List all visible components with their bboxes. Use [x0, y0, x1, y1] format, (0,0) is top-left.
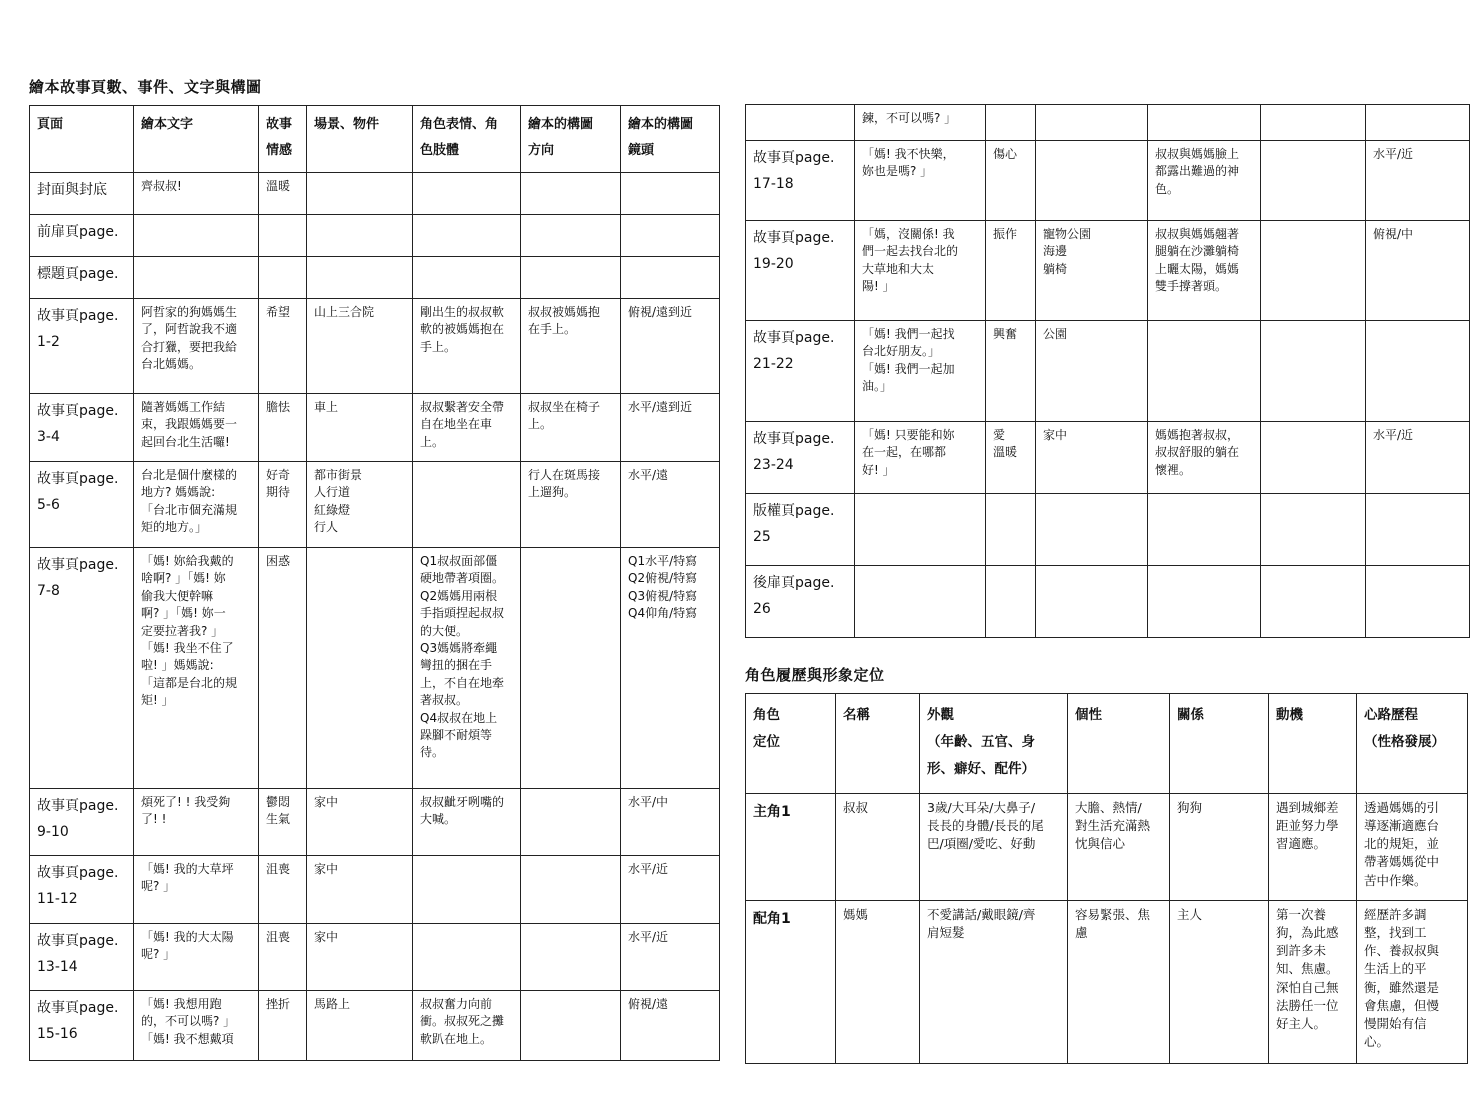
scene-cell: 車上 — [307, 394, 413, 462]
direction-cell — [521, 991, 621, 1061]
emotion-cell — [986, 494, 1036, 566]
scene-cell: 家中 — [307, 789, 413, 856]
table-row — [30, 462, 720, 548]
expression-cell: 剛出生的叔叔軟 軟的被媽媽抱在 手上。 — [413, 299, 521, 394]
direction-cell — [521, 173, 621, 215]
direction-cell: 行人在斑馬接 上遛狗。 — [521, 462, 621, 548]
header-cell: 繪本的構圖 方向 — [521, 106, 621, 173]
table-row — [746, 566, 1470, 638]
page-cell: 故事頁page. 23-24 — [746, 422, 855, 494]
scene-cell: 公園 — [1036, 321, 1148, 422]
scene-cell — [1036, 105, 1148, 141]
expression-cell: 叔叔與媽媽翹著 腿躺在沙灘躺椅 上曬太陽，媽媽 雙手撐著頭。 — [1148, 221, 1261, 321]
expression-cell — [413, 173, 521, 215]
page-cell: 版權頁page. 25 — [746, 494, 855, 566]
direction-cell — [1261, 566, 1366, 638]
page-cell: 故事頁page. 1-2 — [30, 299, 134, 394]
scene-cell — [307, 215, 413, 257]
page-cell: 故事頁page. 11-12 — [30, 856, 134, 924]
text-cell: 「媽! 我們一起找 台北好朋友。」 「媽! 我們一起加 油。」 — [855, 321, 986, 422]
camera-cell: 水平/中 — [621, 789, 720, 856]
header-cell: 故事 情感 — [259, 106, 307, 173]
expression-cell: 叔叔與媽媽臉上 都露出難過的神 色。 — [1148, 141, 1261, 221]
header-cell: 角色表情、角 色肢體 — [413, 106, 521, 173]
header-cell: 頁面 — [30, 106, 134, 173]
text-cell — [134, 257, 259, 299]
camera-cell: 俯視/遠 — [621, 991, 720, 1061]
expression-cell: 叔叔繫著安全帶 自在地坐在車 上。 — [413, 394, 521, 462]
scene-cell — [1036, 566, 1148, 638]
page-cell: 故事頁page. 9-10 — [30, 789, 134, 856]
direction-cell — [1261, 105, 1366, 141]
role-cell: 主角1 — [746, 794, 836, 901]
table-row — [746, 105, 1470, 141]
expression-cell — [413, 924, 521, 991]
emotion-cell: 沮喪 — [259, 856, 307, 924]
expression-cell — [413, 856, 521, 924]
appearance-cell: 3歲/大耳朵/大鼻子/ 長長的身體/長長的尾 巴/項圈/愛吃、好動 — [920, 794, 1068, 901]
expression-cell — [413, 462, 521, 548]
camera-cell: 水平/近 — [1366, 422, 1470, 494]
expression-cell — [1148, 321, 1261, 422]
direction-cell — [1261, 141, 1366, 221]
text-cell: 齊叔叔! — [134, 173, 259, 215]
appearance-cell: 不愛講話/戴眼鏡/齊 肩短髮 — [920, 901, 1068, 1064]
scene-cell: 馬路上 — [307, 991, 413, 1061]
direction-cell — [1261, 321, 1366, 422]
table-row — [746, 494, 1470, 566]
storyboard-table-continued — [745, 104, 1470, 638]
camera-cell — [621, 257, 720, 299]
name-cell: 叔叔 — [836, 794, 920, 901]
header-cell: 繪本的構圖 鏡頭 — [621, 106, 720, 173]
emotion-cell: 挫折 — [259, 991, 307, 1061]
direction-cell — [521, 215, 621, 257]
text-cell: 煩死了! ! 我受夠 了! ! — [134, 789, 259, 856]
text-cell: 台北是個什麼樣的 地方? 媽媽說: 「台北市個充滿規 矩的地方。」 — [134, 462, 259, 548]
camera-cell: 水平/近 — [621, 924, 720, 991]
relation-cell: 狗狗 — [1170, 794, 1269, 901]
camera-cell: 水平/遠 — [621, 462, 720, 548]
emotion-cell — [259, 215, 307, 257]
emotion-cell: 振作 — [986, 221, 1036, 321]
scene-cell: 家中 — [307, 856, 413, 924]
characters-table — [745, 693, 1468, 1064]
direction-cell — [1261, 494, 1366, 566]
characters-heading: 角色履歷與形象定位 — [745, 666, 885, 684]
camera-cell — [621, 173, 720, 215]
scene-cell: 家中 — [307, 924, 413, 991]
camera-cell: 水平/近 — [1366, 141, 1470, 221]
table-row — [30, 173, 720, 215]
emotion-cell: 溫暖 — [259, 173, 307, 215]
expression-cell — [1148, 105, 1261, 141]
text-cell: 鍊，不可以嗎? 」 — [855, 105, 986, 141]
camera-cell — [1366, 321, 1470, 422]
table-row — [30, 548, 720, 789]
storyboard-heading: 繪本故事頁數、事件、文字與構圖 — [29, 78, 262, 96]
table-row — [746, 141, 1470, 221]
page-cell: 故事頁page. 3-4 — [30, 394, 134, 462]
expression-cell — [413, 257, 521, 299]
page-cell: 故事頁page. 21-22 — [746, 321, 855, 422]
scene-cell — [307, 173, 413, 215]
table-row — [30, 257, 720, 299]
motivation-cell: 遇到城鄉差 距並努力學 習適應。 — [1269, 794, 1357, 901]
scene-cell: 都市街景 人行道 紅綠燈 行人 — [307, 462, 413, 548]
table-row — [30, 991, 720, 1061]
scene-cell — [307, 548, 413, 789]
expression-cell: 叔叔齜牙咧嘴的 大喊。 — [413, 789, 521, 856]
direction-cell: 叔叔被媽媽抱 在手上。 — [521, 299, 621, 394]
scene-cell — [1036, 141, 1148, 221]
table-row — [30, 789, 720, 856]
page-cell: 標題頁page. — [30, 257, 134, 299]
table-row — [30, 924, 720, 991]
header-cell: 名稱 — [836, 694, 920, 794]
text-cell — [855, 494, 986, 566]
direction-cell — [521, 257, 621, 299]
page-cell: 前扉頁page. — [30, 215, 134, 257]
expression-cell: Q1叔叔面部僵 硬地帶著項圈。 Q2媽媽用兩根 手指頭捏起叔叔 的大便。 Q3媽媽將牽繩 彎扭的捆在手 上，不自在地牽 著叔叔。 Q4叔叔在地上 跺腳不耐煩等 待。 — [413, 548, 521, 789]
header-cell: 個性 — [1068, 694, 1170, 794]
expression-cell: 媽媽抱著叔叔， 叔叔舒服的躺在 懷裡。 — [1148, 422, 1261, 494]
camera-cell: 水平/近 — [621, 856, 720, 924]
expression-cell — [413, 215, 521, 257]
page-cell: 故事頁page. 5-6 — [30, 462, 134, 548]
text-cell — [855, 566, 986, 638]
camera-cell — [1366, 566, 1470, 638]
emotion-cell: 希望 — [259, 299, 307, 394]
table-row — [30, 856, 720, 924]
direction-cell: 叔叔坐在椅子 上。 — [521, 394, 621, 462]
scene-cell — [307, 257, 413, 299]
header-cell: 外觀 （年齡、五官、身 形、癖好、配件） — [920, 694, 1068, 794]
journey-cell: 經歷許多調 整，找到工 作、養叔叔與 生活上的平 衡，雖然還是 會焦慮，但慢 慢開始有信 心。 — [1357, 901, 1468, 1064]
camera-cell — [621, 215, 720, 257]
emotion-cell: 鬱悶 生氣 — [259, 789, 307, 856]
page-cell: 故事頁page. 15-16 — [30, 991, 134, 1061]
emotion-cell: 愛 溫暖 — [986, 422, 1036, 494]
camera-cell: 俯視/中 — [1366, 221, 1470, 321]
table-row — [30, 394, 720, 462]
role-cell: 配角1 — [746, 901, 836, 1064]
motivation-cell: 第一次養 狗，為此感 到許多未 知、焦慮。 深怕自己無 法勝任一位 好主人。 — [1269, 901, 1357, 1064]
camera-cell: 俯視/遠到近 — [621, 299, 720, 394]
page-cell: 封面與封底 — [30, 173, 134, 215]
table-row — [746, 221, 1470, 321]
header-cell: 動機 — [1269, 694, 1357, 794]
page-cell: 後扉頁page. 26 — [746, 566, 855, 638]
emotion-cell: 膽怯 — [259, 394, 307, 462]
emotion-cell — [986, 566, 1036, 638]
scene-cell: 家中 — [1036, 422, 1148, 494]
text-cell: 「媽! 妳給我戴的 啥啊? 」「媽! 妳 偷我大便幹嘛 啊? 」「媽! 妳一 定要拉著我? 」 「媽! 我坐不住了 啦! 」媽媽說: 「這都是台北的規 矩! 」 — [134, 548, 259, 789]
page-cell — [746, 105, 855, 141]
page-cell: 故事頁page. 13-14 — [30, 924, 134, 991]
text-cell: 「媽! 我的大草坪 呢? 」 — [134, 856, 259, 924]
relation-cell: 主人 — [1170, 901, 1269, 1064]
expression-cell: 叔叔奮力向前 衝。叔叔死之攤 軟趴在地上。 — [413, 991, 521, 1061]
emotion-cell: 好奇 期待 — [259, 462, 307, 548]
text-cell — [134, 215, 259, 257]
text-cell: 「媽! 只要能和妳 在一起，在哪都 好! 」 — [855, 422, 986, 494]
scene-cell: 山上三合院 — [307, 299, 413, 394]
direction-cell — [521, 924, 621, 991]
text-cell: 「媽! 我想用跑 的，不可以嗎? 」 「媽! 我不想戴項 — [134, 991, 259, 1061]
table-row — [30, 299, 720, 394]
direction-cell — [1261, 422, 1366, 494]
header-cell: 關係 — [1170, 694, 1269, 794]
table-row — [746, 422, 1470, 494]
camera-cell: 水平/遠到近 — [621, 394, 720, 462]
header-cell: 繪本文字 — [134, 106, 259, 173]
direction-cell — [521, 548, 621, 789]
camera-cell — [1366, 494, 1470, 566]
personality-cell: 容易緊張、焦 慮 — [1068, 901, 1170, 1064]
emotion-cell: 沮喪 — [259, 924, 307, 991]
emotion-cell — [986, 105, 1036, 141]
emotion-cell: 傷心 — [986, 141, 1036, 221]
header-cell: 心路歷程 （性格發展） — [1357, 694, 1468, 794]
header-cell: 場景、物件 — [307, 106, 413, 173]
emotion-cell — [259, 257, 307, 299]
scene-cell: 寵物公園 海邊 躺椅 — [1036, 221, 1148, 321]
journey-cell: 透過媽媽的引 導逐漸適應台 北的規矩，並 帶著媽媽從中 苦中作樂。 — [1357, 794, 1468, 901]
text-cell: 隨著媽媽工作結 束，我跟媽媽要一 起回台北生活囉! — [134, 394, 259, 462]
table-row — [30, 215, 720, 257]
table-header-row — [746, 694, 1468, 794]
direction-cell — [521, 856, 621, 924]
page-cell: 故事頁page. 7-8 — [30, 548, 134, 789]
table-header-row — [30, 106, 720, 173]
header-cell: 角色 定位 — [746, 694, 836, 794]
storyboard-table — [29, 105, 720, 1061]
emotion-cell: 興奮 — [986, 321, 1036, 422]
text-cell: 阿哲家的狗媽媽生 了，阿哲說我不適 合打獵，要把我給 台北媽媽。 — [134, 299, 259, 394]
emotion-cell: 困惑 — [259, 548, 307, 789]
expression-cell — [1148, 566, 1261, 638]
text-cell: 「媽，沒關係! 我 們一起去找台北的 大草地和大太 陽! 」 — [855, 221, 986, 321]
camera-cell: Q1水平/特寫 Q2俯視/特寫 Q3俯視/特寫 Q4仰角/特寫 — [621, 548, 720, 789]
personality-cell: 大膽、熱情/ 對生活充滿熱 忱與信心 — [1068, 794, 1170, 901]
expression-cell — [1148, 494, 1261, 566]
text-cell: 「媽! 我的大太陽 呢? 」 — [134, 924, 259, 991]
page-cell: 故事頁page. 17-18 — [746, 141, 855, 221]
text-cell: 「媽! 我不快樂， 妳也是嗎? 」 — [855, 141, 986, 221]
name-cell: 媽媽 — [836, 901, 920, 1064]
camera-cell — [1366, 105, 1470, 141]
direction-cell — [1261, 221, 1366, 321]
table-row — [746, 321, 1470, 422]
direction-cell — [521, 789, 621, 856]
scene-cell — [1036, 494, 1148, 566]
page-cell: 故事頁page. 19-20 — [746, 221, 855, 321]
table-row — [746, 794, 1468, 901]
table-row — [746, 901, 1468, 1064]
